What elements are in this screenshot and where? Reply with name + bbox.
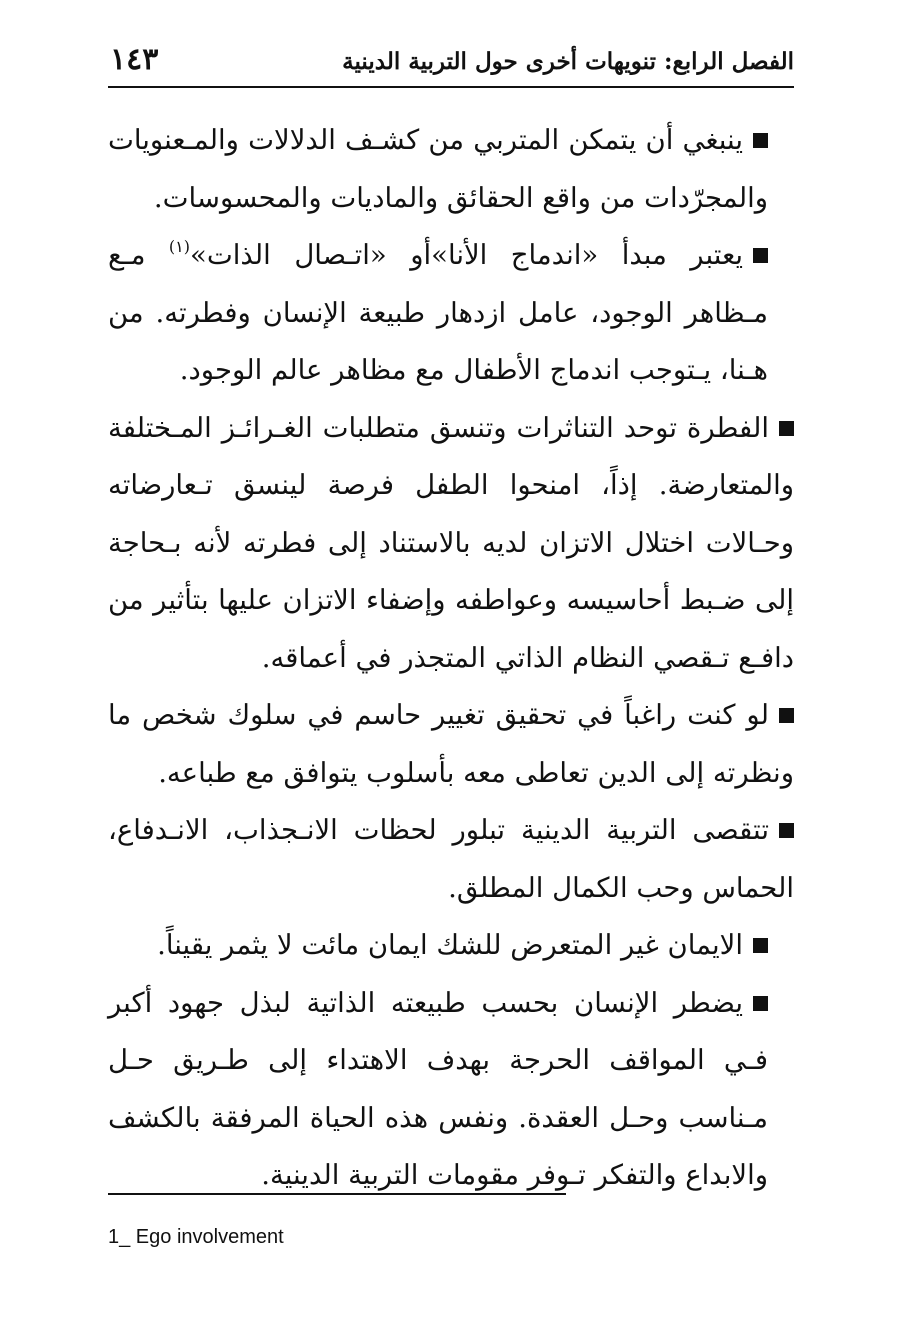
paragraph — [108, 917, 794, 975]
paragraph — [108, 687, 794, 802]
footnote-reference: (١) — [168, 237, 191, 256]
square-bullet-icon — [753, 938, 768, 953]
paragraph — [108, 112, 794, 227]
paragraph — [108, 400, 794, 688]
square-bullet-icon — [779, 708, 794, 723]
square-bullet-icon — [753, 996, 768, 1011]
paragraph-text: ينبغي أن يتمكن المتربي من كشـف الدلالات والمـعنويات والمجرّدات من واقع الحقائق والماديات والمحسوسات. — [108, 124, 768, 214]
paragraph — [108, 802, 794, 917]
page-number: ١٤٣ — [110, 42, 159, 77]
body-text — [108, 112, 794, 1205]
paragraph — [108, 227, 794, 400]
footnote-divider — [108, 1193, 566, 1195]
paragraph-text: يعتبر مبدأ «اندماج الأنا»أو «اتـصال الذات» — [190, 239, 743, 271]
paragraph-text: لو كنت راغباً في تحقيق تغيير حاسم في سلوك شخص ما ونظرته إلى الدين تعاطى معه بأسلوب يتوافق مع طباعه. — [108, 699, 794, 789]
chapter-title: الفصل الرابع: تنويهات أخرى حول التربية الدينية — [342, 48, 794, 75]
paragraph-text: مـع مـظاهر الوجود، عامل ازدهار طبيعة الإنسان وفطرته. من هـنا، يـتوجب اندماج الأطفال مع مظاهر عالم الوجود. — [108, 239, 768, 386]
square-bullet-icon — [779, 421, 794, 436]
square-bullet-icon — [753, 133, 768, 148]
paragraph-text: الايمان غير المتعرض للشك ايمان مائت لا يثمر يقيناً. — [157, 929, 743, 961]
square-bullet-icon — [753, 248, 768, 263]
footnote: 1_ Ego involvement — [108, 1226, 284, 1248]
square-bullet-icon — [779, 823, 794, 838]
paragraph-text: تتقصى التربية الدينية تبلور لحظات الانـجذاب، الانـدفاع، الحماس وحب الكمال المطلق. — [108, 814, 794, 904]
paragraph-text: يضطر الإنسان بحسب طبيعته الذاتية لبذل جهود أكبر فـي المواقف الحرجة بهدف الاهتداء إلى طـريق حـل مـناسب وحـل العقدة. ونفس هذه الحياة المرفقة بالكشف والابداع والتفكر تـوفر مقومات التربية الدينية. — [108, 986, 768, 1191]
paragraph — [108, 975, 794, 1205]
page-header — [108, 40, 794, 88]
paragraph-text: الفطرة توحد التناثرات وتنسق متطلبات الغـرائـز المـختلفة والمتعارضة. إذاً، امنحوا الطفل فرصة لينسق تـعارضاته وحـالات اختلال الاتزان لديه بالاستناد إلى فطرته لأنه بـحاجة إلى ضـبط أحاسيسه وعواطفه وإضفاء الاتزان عليها بتأثير من دافـع تـقصي النظام الذاتي المتجذر في أعماقه. — [108, 411, 794, 674]
